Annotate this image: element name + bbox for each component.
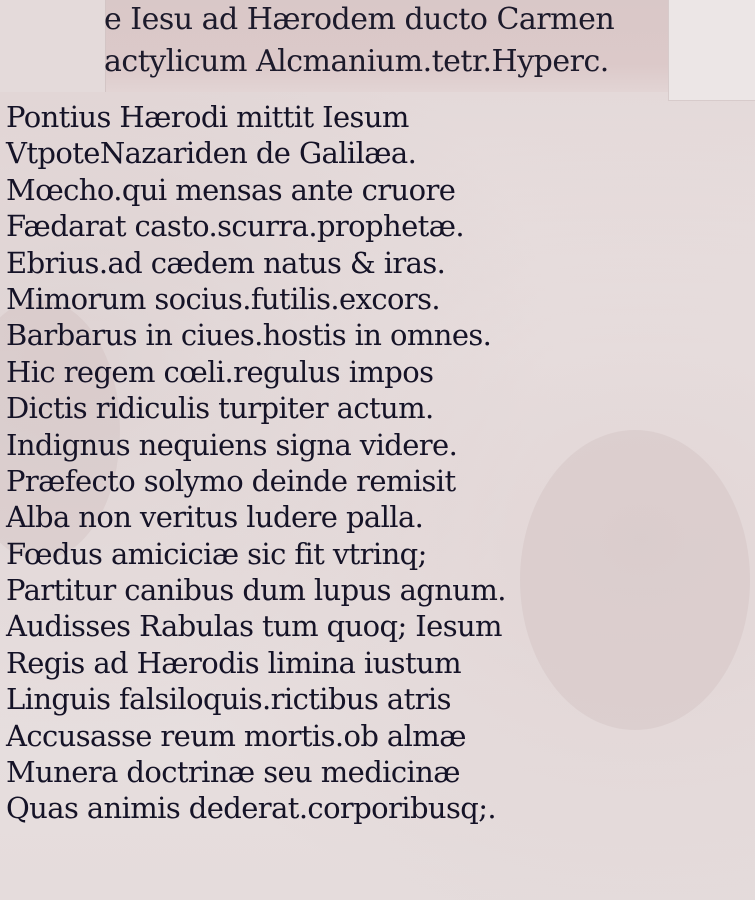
verse-line: Alba non veritus ludere palla. [6, 500, 424, 535]
verse-line: Ebrius.ad cædem natus & iras. [6, 245, 446, 280]
verse-line: Munera doctrinæ seu medicinæ [6, 755, 460, 790]
verse-line: Præfecto solymo deinde remisit [6, 463, 456, 498]
verse-line: Pontius Hærodi mittit Iesum [6, 100, 409, 134]
verse-line: Indignus nequiens signa videre. [6, 427, 458, 462]
verse-line: Linguis falsiloquis.rictibus atris [6, 682, 451, 717]
header-line-2: actylicum Alcmanium.tetr.Hyperc. [104, 44, 609, 79]
verse-line: Mœcho.qui mensas ante cruore [6, 172, 456, 207]
verse-line: Regis ad Hærodis limina iustum [6, 645, 461, 680]
verse-line: VtpoteNazariden de Galilæa. [6, 136, 417, 171]
verse-line: Accusasse reum mortis.ob almæ [6, 718, 466, 753]
verse-block [6, 99, 506, 827]
verse-line: Quas animis dederat.corporibusq;. [6, 791, 497, 826]
verse-line: Mimorum socius.futilis.excors. [6, 281, 440, 316]
verse-line: Partitur canibus dum lupus agnum. [6, 573, 506, 608]
verse-line: Audisses Rabulas tum quoq; Iesum [6, 609, 502, 644]
header-line-1: e Iesu ad Hærodem ducto Carmen [104, 2, 615, 37]
verse-line: Dictis ridiculis turpiter actum. [6, 391, 434, 426]
paper-patch-left [0, 0, 106, 92]
verse-line: Hic regem cœli.regulus impos [6, 354, 434, 389]
verse-line: Barbarus in ciues.hostis in omnes. [6, 318, 492, 353]
verse-line: Fœdus amiciciæ sic fit vtrinq; [6, 536, 427, 571]
verse-line: Fædarat casto.scurra.prophetæ. [6, 209, 464, 244]
paper-patch-right [668, 0, 755, 101]
paper-stain [520, 430, 750, 730]
